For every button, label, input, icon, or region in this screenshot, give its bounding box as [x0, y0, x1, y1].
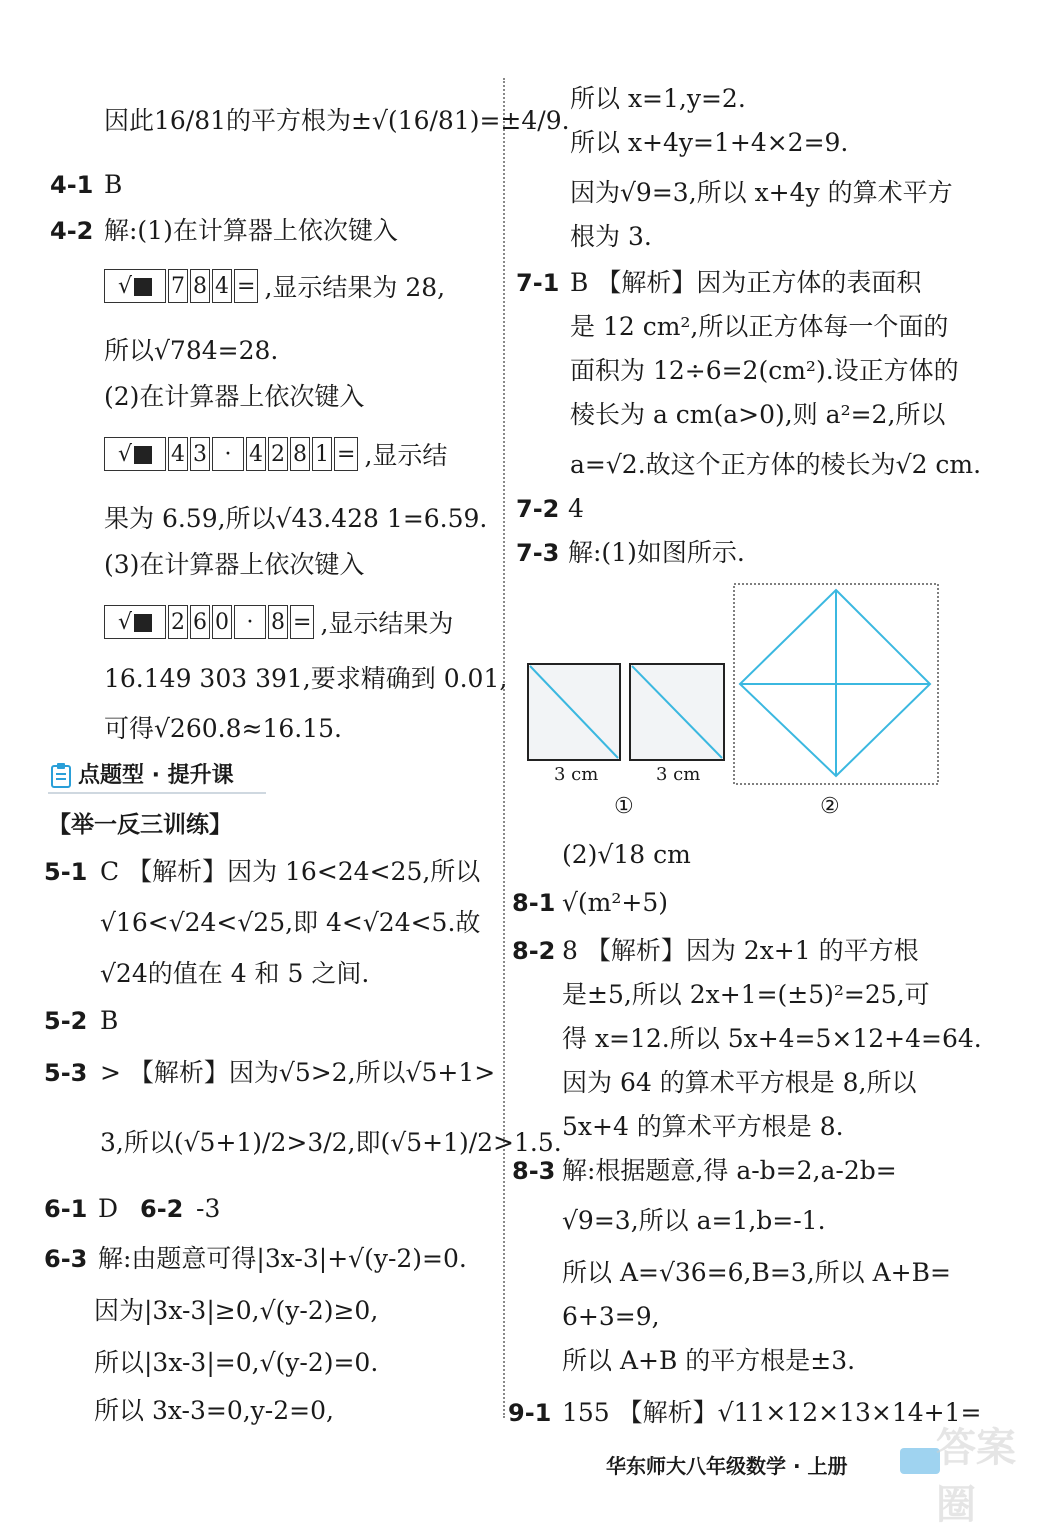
calculator-key: · — [212, 437, 244, 471]
square-figure — [520, 578, 950, 828]
q6-1-label: 6-1 — [44, 1195, 88, 1223]
line-16149: 16.149 303 391,要求精确到 0.01, — [104, 664, 508, 693]
key-result-text: ,显示结 — [364, 441, 448, 470]
calculator-key: 4 — [212, 269, 232, 303]
q6-2-label: 6-2 — [140, 1195, 184, 1223]
q4-1-label: 4-1 — [50, 171, 94, 199]
q8-3-line5: 所以 A+B 的平方根是±3. — [562, 1346, 856, 1375]
q8-2-line5: 5x+4 的算术平方根是 8. — [562, 1112, 844, 1141]
square-2 — [630, 664, 724, 760]
figure-label-3cm-1: 3 cm — [554, 764, 599, 785]
key-result-text: ,显示结果为 28, — [264, 273, 446, 302]
q6-3-line1: 解:由题意可得|3x-3|+√(y-2)=0. — [98, 1244, 467, 1273]
q7-3-line2: (2)√18 cm — [562, 840, 691, 869]
q9-1-label: 9-1 — [508, 1399, 552, 1427]
q7-3-label: 7-3 — [516, 539, 560, 567]
q6-1-answer: D — [98, 1194, 119, 1223]
clipboard-icon — [50, 762, 72, 788]
q7-1-line4: 棱长为 a cm(a>0),则 a²=2,所以 — [570, 400, 946, 429]
q7-1-line2: 是 12 cm²,所以正方体每一个面的 — [570, 312, 949, 341]
q6-3-line2: 因为|3x-3|≥0,√(y-2)≥0, — [94, 1296, 379, 1325]
calculator-key: 6 — [190, 605, 210, 639]
calculator-key: 4 — [246, 437, 266, 471]
calculator-key: 2 — [268, 437, 288, 471]
figure-number-1: ① — [614, 794, 634, 819]
q8-2-line4: 因为 64 的算术平方根是 8,所以 — [562, 1068, 917, 1097]
sqrt-key-icon: √ — [104, 437, 166, 471]
calculator-key: 8 — [290, 437, 310, 471]
calculator-key: 0 — [212, 605, 232, 639]
calculator-key: 8 — [268, 605, 288, 639]
line-784: 所以√784=28. — [104, 336, 279, 365]
q8-1-label: 8-1 — [512, 889, 556, 917]
q8-3-label: 8-3 — [512, 1157, 556, 1185]
q8-3-line4: 6+3=9, — [562, 1302, 660, 1331]
q7-2-answer: 4 — [568, 494, 584, 523]
watermark: 答案圈 — [936, 1425, 1016, 1528]
key-sequence-2 — [104, 434, 447, 474]
sqrt-key-icon: √ — [104, 269, 166, 303]
q5-3-label: 5-3 — [44, 1059, 88, 1087]
page-footer: 华东师大八年级数学 · 上册 — [606, 1454, 848, 1478]
q6-2-answer: -3 — [196, 1194, 221, 1223]
q5-2-label: 5-2 — [44, 1007, 88, 1035]
column-divider — [503, 78, 505, 1418]
training-heading: 【举一反三训练】 — [48, 812, 232, 838]
q5-1-line3: √24的值在 4 和 5 之间. — [100, 959, 370, 988]
large-square — [734, 584, 938, 784]
calculator-key: 1 — [312, 437, 332, 471]
q6-3-line3: 所以|3x-3|=0,√(y-2)=0. — [94, 1348, 379, 1377]
r-line2: 所以 x+4y=1+4×2=9. — [570, 128, 849, 157]
calculator-key: 8 — [190, 269, 210, 303]
q8-1-answer: √(m²+5) — [562, 888, 669, 917]
line-part3-intro: (3)在计算器上依次键入 — [104, 550, 365, 579]
calculator-key: 7 — [168, 269, 188, 303]
q8-2-line2: 是±5,所以 2x+1=(±5)²=25,可 — [562, 980, 930, 1009]
q8-2-line1: 8 【解析】因为 2x+1 的平方根 — [562, 936, 919, 965]
calculator-key: 4 — [168, 437, 188, 471]
sqrt-key-icon: √ — [104, 605, 166, 639]
q6-3-label: 6-3 — [44, 1245, 88, 1273]
q4-2-intro: 解:(1)在计算器上依次键入 — [104, 216, 398, 245]
q5-1-line2: √16<√24<√25,即 4<√24<5.故 — [100, 908, 481, 937]
q7-1-line5: a=√2.故这个正方体的棱长为√2 cm. — [570, 450, 982, 479]
section-title: 点题型 · 提升课 — [78, 763, 234, 788]
calculator-key: = — [234, 269, 258, 303]
q7-1-label: 7-1 — [516, 269, 560, 297]
key-result-text: ,显示结果为 — [320, 609, 454, 638]
q7-1-line1: B 【解析】因为正方体的表面积 — [570, 268, 922, 297]
q8-3-line2: √9=3,所以 a=1,b=-1. — [562, 1206, 826, 1235]
key-sequence-3 — [104, 602, 453, 642]
key-sequence-1 — [104, 266, 445, 306]
q4-1-answer: B — [104, 170, 123, 199]
q7-1-line3: 面积为 12÷6=2(cm²).设正方体的 — [570, 356, 959, 385]
q7-2-label: 7-2 — [516, 495, 560, 523]
calculator-key: 3 — [190, 437, 210, 471]
r-line1: 所以 x=1,y=2. — [570, 84, 746, 113]
q7-3-line1: 解:(1)如图所示. — [568, 538, 745, 567]
line-part2-intro: (2)在计算器上依次键入 — [104, 382, 365, 411]
q8-3-line1: 解:根据题意,得 a-b=2,a-2b= — [562, 1156, 897, 1185]
q5-3-line1: > 【解析】因为√5>2,所以√5+1> — [100, 1058, 496, 1087]
calculator-key: 2 — [168, 605, 188, 639]
r-line3: 因为√9=3,所以 x+4y 的算术平方 — [570, 178, 953, 207]
line-sqrt-16-81: 因此16/81的平方根为±√(16/81)=±4/9. — [104, 106, 570, 135]
calculator-key: = — [334, 437, 358, 471]
calculator-key: · — [234, 605, 266, 639]
q8-2-label: 8-2 — [512, 937, 556, 965]
q5-2-answer: B — [100, 1006, 119, 1035]
figure-label-3cm-2: 3 cm — [656, 764, 701, 785]
q8-2-line3: 得 x=12.所以 5x+4=5×12+4=64. — [562, 1024, 982, 1053]
line-43428: 果为 6.59,所以√43.428 1=6.59. — [104, 504, 488, 533]
page-number-badge — [900, 1448, 940, 1474]
q4-2-label: 4-2 — [50, 217, 94, 245]
square-1 — [528, 664, 620, 760]
r-line4: 根为 3. — [570, 222, 652, 251]
q5-1-line1: C 【解析】因为 16<24<25,所以 — [100, 857, 481, 886]
q5-3-line2: 3,所以(√5+1)/2>3/2,即(√5+1)/2>1.5. — [100, 1128, 562, 1157]
section-header — [48, 762, 266, 794]
q5-1-label: 5-1 — [44, 858, 88, 886]
q6-3-line4: 所以 3x-3=0,y-2=0, — [94, 1396, 334, 1425]
calculator-key: = — [290, 605, 314, 639]
figure-number-2: ② — [820, 794, 840, 819]
q9-1-line1: 155 【解析】√11×12×13×14+1= — [562, 1398, 982, 1427]
q8-3-line3: 所以 A=√36=6,B=3,所以 A+B= — [562, 1258, 951, 1287]
line-260-8: 可得√260.8≈16.15. — [104, 714, 342, 743]
